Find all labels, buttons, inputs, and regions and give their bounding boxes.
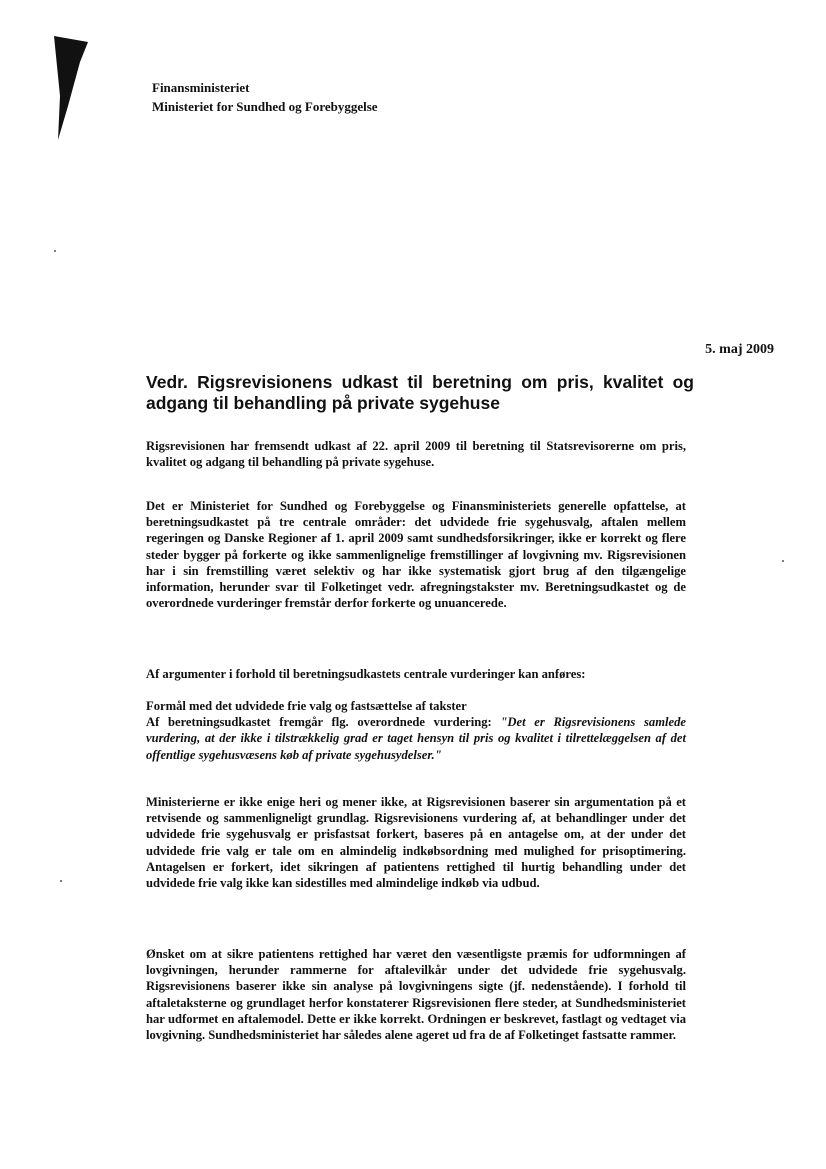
- quoted-assessment: "Det er Rigsrevisionens samlede vurdering, at der ikke i tilstrækkelig grad er taget hensyn til pris og kvalitet i tilrettelæggelsen af det offentlige sygehusvæsens køb af private sygehusydelser.": [146, 715, 686, 762]
- paragraph-5: Ministerierne er ikke enige heri og mener ikke, at Rigsrevisionen baserer sin argumentation på et retvisende og sammenligneligt grundlag. Rigsrevisionens vurdering af, at behandlinger under det udvidede frie sygehusvalg er prisfastsat forkert, baseres på en antagelse om, at der under det udvidede frie valg er tale om en almindelig indkøbsordning med mulighed for prisoptimering. Antagelsen er forkert, idet sikringen af patientens rettighed til hurtig behandling under det udvidede frie valg ikke kan sidestilles med almindelige indkøb via udbud.: [146, 795, 686, 891]
- scan-speck: [782, 560, 784, 562]
- scan-speck: [54, 250, 56, 252]
- quote-intro: Af beretningsudkastet fremgår flg. overordnede vurdering:: [146, 715, 492, 730]
- paragraph-2: Det er Ministeriet for Sundhed og Forebyggelse og Finansministeriets generelle opfattelse, at beretningsudkastet på tre centrale områder: det udvidede frie sygehusvalg, aftalen mellem regeringen og Danske Regioner af 1. april 2009 samt sundhedsforsikringer, ikke er korrekt og flere steder bygger på forkerte og ikke sammenlignelige fremstillinger af lovgivning mv. Rigsrevisionen har i sin fremstilling været selektiv og har ikke systematisk gjort brug af den tilgængelige information, herunder svar til Folketinget vedr. afregningstakster mv. Beretningsudkastet og de overordnede vurderinger fremstår derfor forkerte og unuancerede.: [146, 499, 686, 611]
- paragraph-6: Ønsket om at sikre patientens rettighed har været den væsentligste præmis for udformningen af lovgivningen, herunder rammerne for aftalevilkår under det udvidede frie sygehusvalg. Rigsrevisionens baserer ikke sin analyse på lovgivningens sigte (jf. nedenstående). I forhold til aftaletaksterne og grundlaget herfor konstaterer Rigsrevisionen flere steder, at Sundhedsministeriet har udformet en aftalemodel. Dette er ikke korrekt. Ordningen er beskrevet, fastlagt og vedtaget via lovgivning. Sundhedsministeriet har således alene ageret ud fra de af Folketinget fastsatte rammer.: [146, 947, 686, 1043]
- paragraph-1: Rigsrevisionen har fremsendt udkast af 22. april 2009 til beretning til Statsrevisorerne om pris, kvalitet og adgang til behandling på private sygehuse.: [146, 439, 686, 470]
- paragraph-3: Af argumenter i forhold til beretningsudkastets centrale vurderinger kan anføres:: [146, 667, 586, 681]
- subject-heading: Vedr. Rigsrevisionens udkast til beretning om pris, kvalitet og adgang til behandling på private sygehuse: [146, 372, 694, 413]
- logo-mark: [50, 36, 90, 140]
- sender-line-1: Finansministeriet: [152, 80, 250, 95]
- sender-block: [152, 78, 378, 116]
- letter-date: 5. maj 2009: [705, 342, 774, 357]
- paragraph-4: [146, 698, 686, 763]
- scan-speck: [60, 880, 62, 882]
- section-heading: Formål med det udvidede frie valg og fastsættelse af takster: [146, 699, 467, 713]
- sender-line-2: Ministeriet for Sundhed og Forebyggelse: [152, 99, 378, 114]
